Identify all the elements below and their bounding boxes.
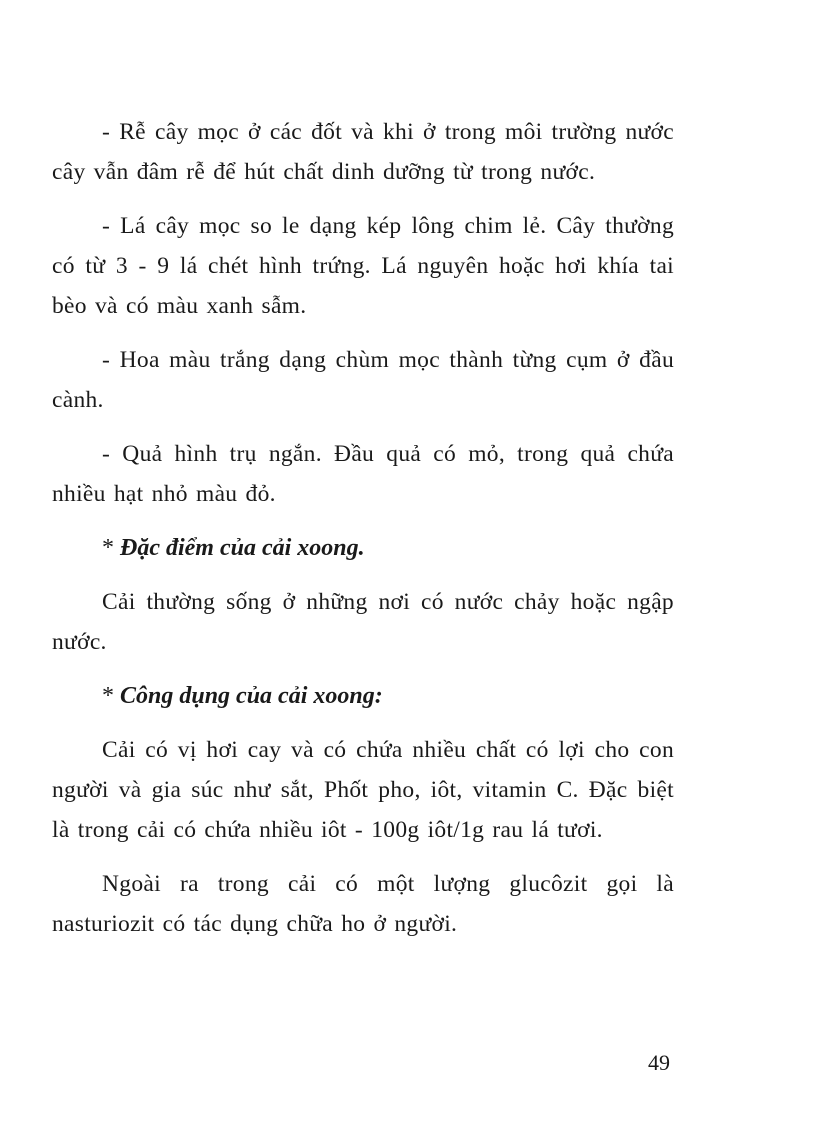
paragraph-medicinal: Ngoài ra trong cải có một lượng glucôzit gọi là nasturiozit có tác dụng chữa ho ở người. bbox=[52, 871, 674, 937]
paragraph-roots: - Rễ cây mọc ở các đốt và khi ở trong môi trường nước cây vẫn đâm rễ để hút chất dinh dưỡng từ trong nước. bbox=[52, 119, 674, 185]
heading-text: Đặc điểm của cải xoong. bbox=[120, 535, 365, 561]
section-heading-characteristics bbox=[52, 528, 674, 568]
page-body bbox=[52, 112, 674, 958]
heading-star: * bbox=[102, 683, 114, 709]
section-heading-uses bbox=[52, 676, 674, 716]
paragraph-leaves: - Lá cây mọc so le dạng kép lông chim lẻ. Cây thường có từ 3 - 9 lá chét hình trứng. Lá nguyên hoặc hơi khía tai bèo và có màu xanh sẫm. bbox=[52, 213, 674, 319]
heading-star: * bbox=[102, 535, 114, 561]
paragraph-habitat: Cải thường sống ở những nơi có nước chảy hoặc ngập nước. bbox=[52, 589, 674, 655]
paragraph-nutrition: Cải có vị hơi cay và có chứa nhiều chất có lợi cho con người và gia súc như sắt, Phốt pho, iôt, vitamin C. Đặc biệt là trong cải có chứa nhiều iôt - 100g iôt/1g rau lá tươi. bbox=[52, 737, 674, 843]
paragraph-fruit: - Quả hình trụ ngắn. Đầu quả có mỏ, trong quả chứa nhiều hạt nhỏ màu đỏ. bbox=[52, 441, 674, 507]
heading-text: Công dụng của cải xoong: bbox=[120, 683, 383, 709]
paragraph-flowers: - Hoa màu trắng dạng chùm mọc thành từng cụm ở đầu cành. bbox=[52, 347, 674, 413]
page-number: 49 bbox=[648, 1050, 670, 1075]
